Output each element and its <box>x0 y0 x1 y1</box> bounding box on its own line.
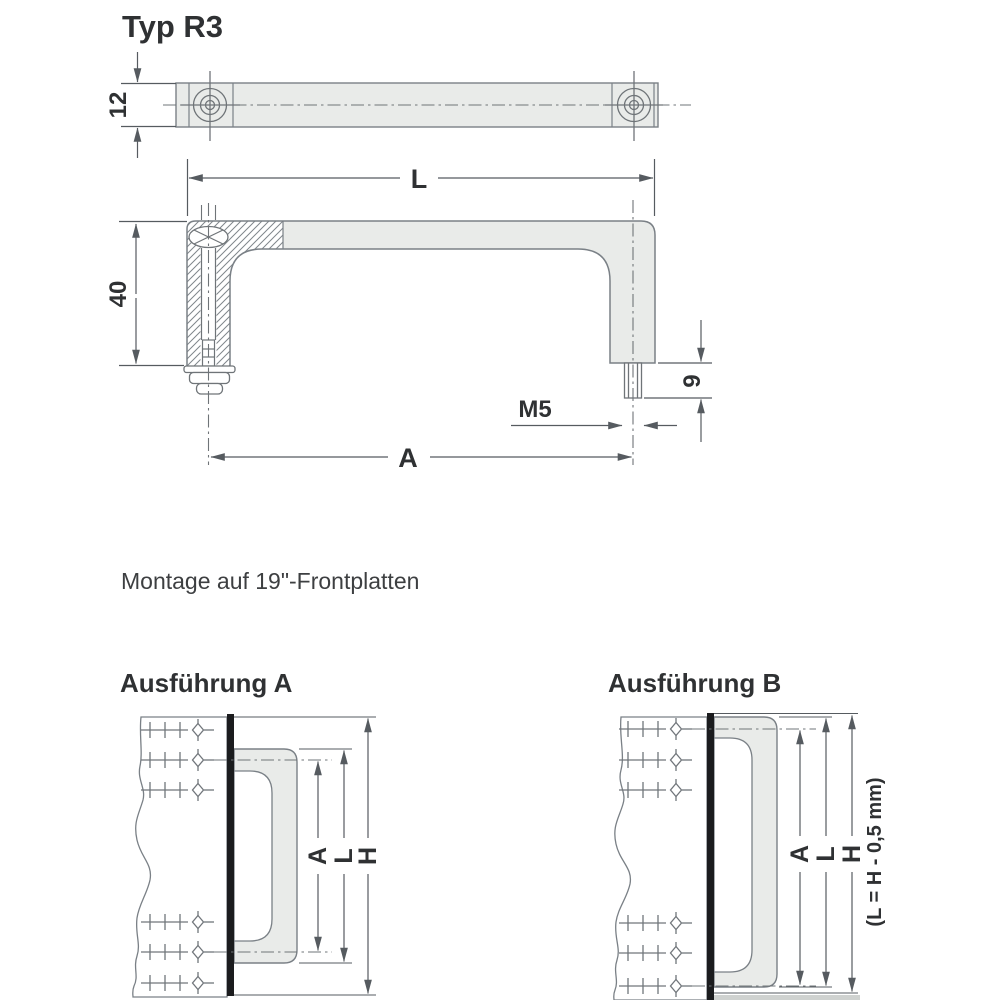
front-panel-bar <box>707 713 714 1000</box>
front-panel-bar <box>227 714 234 996</box>
front-view <box>119 159 712 465</box>
variant-a-dim-L-label: L <box>330 848 358 864</box>
variant-b-heading: Ausführung B <box>608 668 782 698</box>
dim-12-label: 12 <box>105 91 132 119</box>
variant-b-dim-H-label: H <box>838 844 866 864</box>
dim-A-label: A <box>398 443 418 473</box>
variant-a-dim-H-label: H <box>354 846 382 866</box>
variant-a-dim-A-label: A <box>304 846 332 866</box>
mounting-note: Montage auf 19"-Frontplatten <box>121 568 420 594</box>
page-title: Typ R3 <box>122 9 224 44</box>
dim-L-label: L <box>410 164 428 194</box>
thread-m5-label: M5 <box>518 396 552 423</box>
dim-40-label: 40 <box>105 280 132 308</box>
dim-9-label: 9 <box>679 374 706 388</box>
variant-b-dim-L-label: L <box>812 846 840 862</box>
variant-b-formula-label: (L = H - 0,5 mm) <box>864 777 886 927</box>
top-view <box>121 52 691 158</box>
variant-b-dim-A-label: A <box>786 844 814 864</box>
variant-a-heading: Ausführung A <box>120 668 293 698</box>
